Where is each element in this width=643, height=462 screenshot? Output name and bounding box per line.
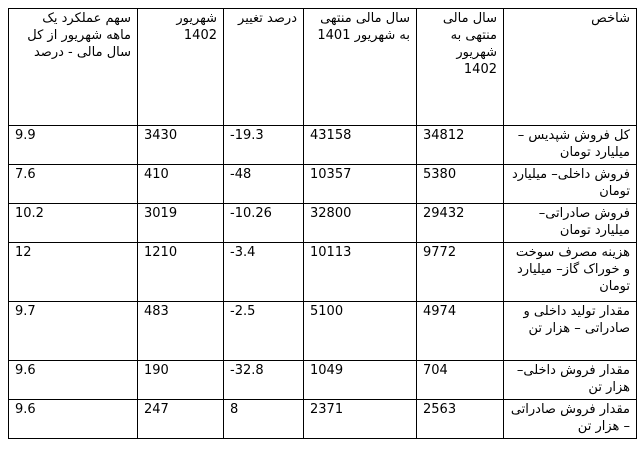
cell-change: -19.3 (224, 126, 304, 165)
table-row (9, 361, 637, 400)
cell-change: -10.26 (224, 204, 304, 243)
table-row (9, 243, 637, 302)
cell-change: -48 (224, 165, 304, 204)
cell-fy-1401: 43158 (304, 126, 417, 165)
row-label: مقدار فروش صادراتی – هزار تن (504, 400, 637, 439)
cell-shahrivar: 483 (138, 302, 224, 361)
table-row (9, 400, 637, 439)
cell-share: 12 (9, 243, 138, 302)
cell-fy-1401: 2371 (304, 400, 417, 439)
header-indicator: شاخص (504, 9, 637, 126)
cell-fy-1402: 5380 (417, 165, 504, 204)
cell-fy-1402: 29432 (417, 204, 504, 243)
data-table (8, 8, 637, 439)
header-row (9, 9, 637, 126)
cell-shahrivar: 190 (138, 361, 224, 400)
cell-shahrivar: 3430 (138, 126, 224, 165)
header-share-percent: سهم عملکرد یک ماهه شهریور از کل سال مالی - درصد (9, 9, 138, 126)
row-label: هزینه مصرف سوخت و خوراک گاز– میلیارد تومان (504, 243, 637, 302)
cell-fy-1401: 5100 (304, 302, 417, 361)
row-label: مقدار فروش داخلی– هزار تن (504, 361, 637, 400)
cell-fy-1402: 704 (417, 361, 504, 400)
cell-change: -3.4 (224, 243, 304, 302)
table-row (9, 165, 637, 204)
cell-shahrivar: 247 (138, 400, 224, 439)
row-label: فروش داخلی– میلیارد تومان (504, 165, 637, 204)
cell-fy-1401: 1049 (304, 361, 417, 400)
table-row (9, 126, 637, 165)
cell-change: -32.8 (224, 361, 304, 400)
row-label: مقدار تولید داخلی و صادراتی – هزار تن (504, 302, 637, 361)
cell-share: 9.7 (9, 302, 138, 361)
cell-fy-1402: 9772 (417, 243, 504, 302)
cell-change: -2.5 (224, 302, 304, 361)
cell-fy-1401: 32800 (304, 204, 417, 243)
cell-fy-1402: 4974 (417, 302, 504, 361)
cell-shahrivar: 1210 (138, 243, 224, 302)
cell-fy-1401: 10113 (304, 243, 417, 302)
row-label: کل فروش شپدیس – میلیارد تومان (504, 126, 637, 165)
data-table-container (8, 8, 637, 439)
cell-share: 9.9 (9, 126, 138, 165)
table-row (9, 302, 637, 361)
cell-share: 10.2 (9, 204, 138, 243)
cell-fy-1402: 34812 (417, 126, 504, 165)
cell-share: 9.6 (9, 400, 138, 439)
cell-share: 7.6 (9, 165, 138, 204)
cell-change: 8 (224, 400, 304, 439)
cell-shahrivar: 3019 (138, 204, 224, 243)
row-label: فروش صادراتی– میلیارد تومان (504, 204, 637, 243)
header-fy-1401: سال مالی منتهی به شهریور 1401 (304, 9, 417, 126)
cell-share: 9.6 (9, 361, 138, 400)
header-fy-1402: سال مالی منتهی به شهریور 1402 (417, 9, 504, 126)
header-change-percent: درصد تغییر (224, 9, 304, 126)
table-row (9, 204, 637, 243)
cell-fy-1401: 10357 (304, 165, 417, 204)
cell-shahrivar: 410 (138, 165, 224, 204)
header-shahrivar-1402: شهریور 1402 (138, 9, 224, 126)
cell-fy-1402: 2563 (417, 400, 504, 439)
